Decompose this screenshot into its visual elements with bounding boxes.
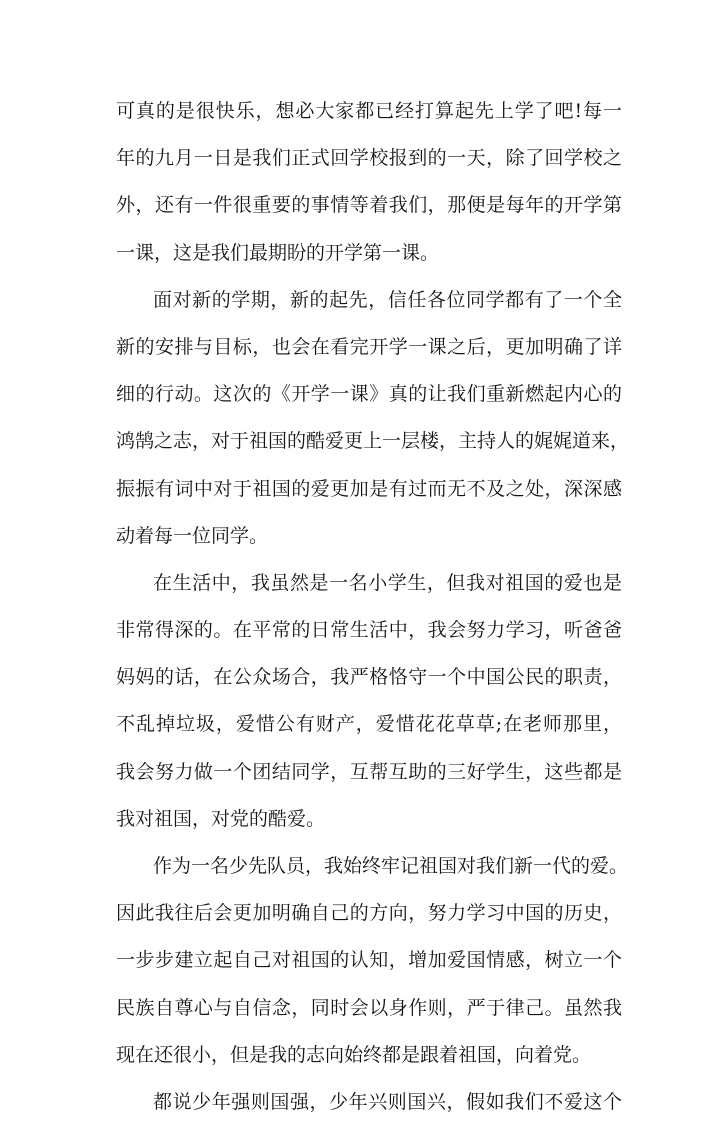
text-line: 妈妈的话，在公众场合，我严格恪守一个中国公民的职责， <box>116 666 622 689</box>
text-line: 作为一名少先队员，我始终牢记祖国对我们新一代的爱。 <box>153 855 629 877</box>
text-line: 鸿鹄之志，对于祖国的酷爱更上一层楼，主持人的娓娓道来， <box>116 430 630 453</box>
document-body <box>116 88 630 1126</box>
text-line: 我对祖国，对党的酷爱。 <box>116 807 326 830</box>
text-line: 非常得深的。在平常的日常生活中，我会努力学习，听爸爸 <box>116 619 622 642</box>
text-line: 现在还很小，但是我的志向始终都是跟着祖国，向着党。 <box>116 1043 592 1066</box>
text-line: 新的安排与目标，也会在看完开学一课之后，更加明确了详 <box>116 335 622 358</box>
text-line: 振振有词中对于祖国的爱更加是有过而无不及之处，深深感 <box>116 477 622 500</box>
text-line: 可真的是很快乐，想必大家都已经打算起先上学了吧!每一 <box>116 100 622 122</box>
text-line: 不乱掉垃圾，爱惜公有财产，爱惜花花草草;在老师那里， <box>116 713 622 736</box>
text-line: 我会努力做一个团结同学，互帮互助的三好学生，这些都是 <box>116 760 622 783</box>
text-line: 一步步建立起自己对祖国的认知，增加爱国情感，树立一个 <box>116 949 622 972</box>
text-line: 一课，这是我们最期盼的开学第一课。 <box>116 241 440 264</box>
text-line: 动着每一位同学。 <box>116 524 269 547</box>
text-line: 面对新的学期，新的起先，信任各位同学都有了一个全 <box>153 288 622 311</box>
text-line: 民族自尊心与自信念，同时会以身作则，严于律己。虽然我 <box>116 996 622 1019</box>
text-line: 年的九月一日是我们正式回学校报到的一天，除了回学校之 <box>116 147 622 170</box>
text-line: 在生活中，我虽然是一名小学生，但我对祖国的爱也是 <box>153 571 622 594</box>
text-line: 细的行动。这次的《开学一课》真的让我们重新燃起内心的 <box>116 383 622 406</box>
text-line: 外，还有一件很重要的事情等着我们，那便是每年的开学第 <box>116 194 622 217</box>
text-line: 因此我往后会更加明确自己的方向，努力学习中国的历史， <box>116 902 622 925</box>
text-line: 都说少年强则国强，少年兴则国兴，假如我们不爱这个 <box>153 1090 622 1113</box>
